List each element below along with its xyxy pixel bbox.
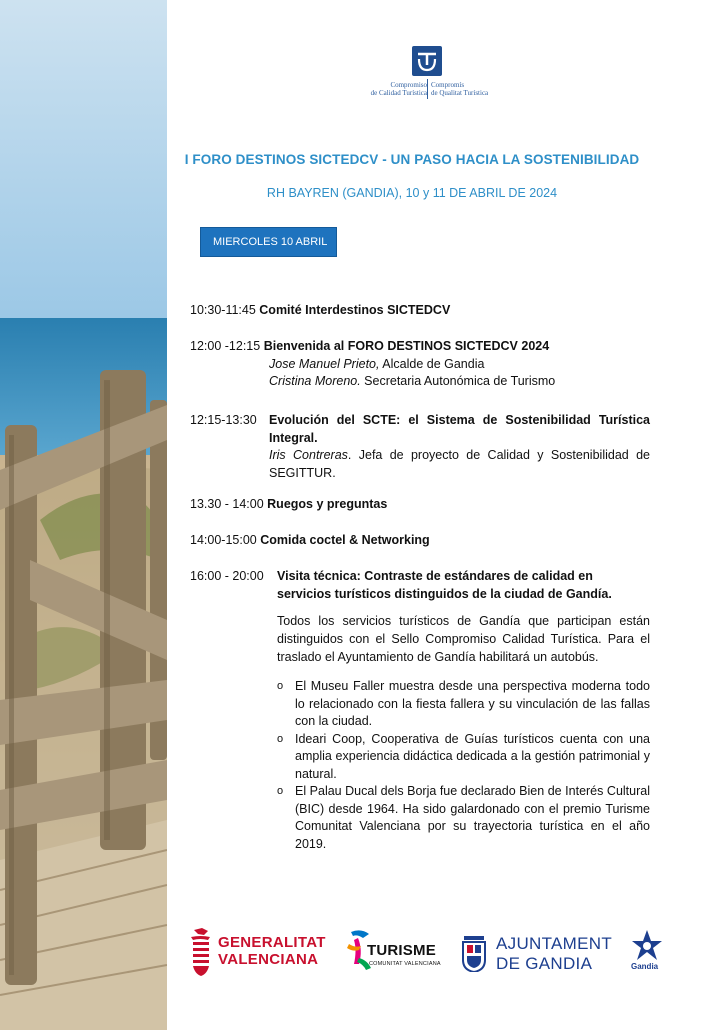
gandia-star-icon [632,930,662,960]
gv-emblem-icon [190,928,212,976]
agenda-time: 13.30 - 14:00 [190,497,264,511]
page-title: I FORO DESTINOS SICTEDCV - UN PASO HACIA LA SOSTENIBILIDAD [184,152,640,167]
turisme-cv-logo [345,924,450,984]
page-subtitle: RH BAYREN (GANDIA), 10 y 11 DE ABRIL DE 2024 [266,186,558,200]
ajuntament-name: AJUNTAMENT DE GANDIA [496,934,613,973]
list-item: o El Palau Ducal dels Borja fue declarado Bien de Interés Cultural (BIC) desde 1964. Ha sido galardonado con el premio Turisme Comunitat Valenciana por su trayectoria turística en el año 2019. [277,784,650,851]
turisme-subtitle: COMUNITAT VALENCIANA [369,961,441,967]
turisme-name: TURISME [367,942,436,959]
agenda-title: Comida coctel & Networking [260,533,430,547]
agenda-title: Comité Interdestinos SICTEDCV [259,303,451,317]
agenda-title: Ruegos y preguntas [267,497,388,511]
calidad-turistica-logo [365,46,495,104]
generalitat-valenciana-logo [190,924,330,984]
agenda-title: Evolución del SCTE: el Sistema de Sostenibilidad Turística Integral. [269,413,650,445]
visit-description: Todos los servicios turísticos de Gandía que participan están distinguidos con el Sello Compromiso Calidad Turística. Para el traslado el Ayuntamiento de Gandía habilitará un autobús. [277,614,650,664]
list-item: o El Museu Faller muestra desde una perspectiva moderna todo lo relacionado con la fiesta fallera y su vinculación de las fallas con la ciudad. [277,679,650,728]
agenda-item [190,412,650,482]
list-item: o Ideari Coop, Cooperativa de Guías turísticos cuenta con una amplia experiencia didáctica dedicada a la gestión patrimonial y natural. [277,731,650,781]
agenda-time: 12:00 -12:15 [190,339,261,353]
agenda-item [190,532,650,550]
agenda-time: 10:30-11:45 [190,303,256,317]
gv-name: GENERALITAT VALENCIANA [218,934,326,968]
speaker: Iris Contreras. Jefa de proyecto de Calidad y Sostenibilidad de SEGITTUR. [269,448,650,480]
boardwalk-photo [0,0,167,1030]
agenda-time: 16:00 - 20:00 [190,569,264,583]
gandia-brand-logo [630,924,666,984]
logo-caption-right: Compromís de Qualitat Turística [431,81,489,97]
agenda-item [190,496,650,514]
agenda-item [190,338,650,391]
agenda-time: 14:00-15:00 [190,533,257,547]
ajuntament-gandia-logo [460,924,625,984]
speaker: Cristina Moreno. Secretaria Autonómica de Turismo [269,374,556,388]
agenda-item [190,302,650,320]
day-label: MIERCOLES 10 ABRIL [200,227,337,257]
logo-caption-left: Compromiso de Calidad Turística [370,81,427,97]
gandia-crest-icon [460,934,488,972]
agenda-time: 12:15-13:30 [190,413,257,427]
agenda-item [190,568,650,603]
agenda-title: Bienvenida al FORO DESTINOS SICTEDCV 2024 [263,339,550,353]
q-quality-icon [412,46,442,76]
speaker: Jose Manuel Prieto, Alcalde de Gandia [269,356,485,371]
agenda-title: Visita técnica: Contraste de estándares de calidad en servicios turísticos distinguidos de la ciudad de Gandía. [277,569,612,601]
logo-divider [427,79,428,99]
gandia-label: Gandia [631,962,659,971]
visit-list [277,678,650,853]
